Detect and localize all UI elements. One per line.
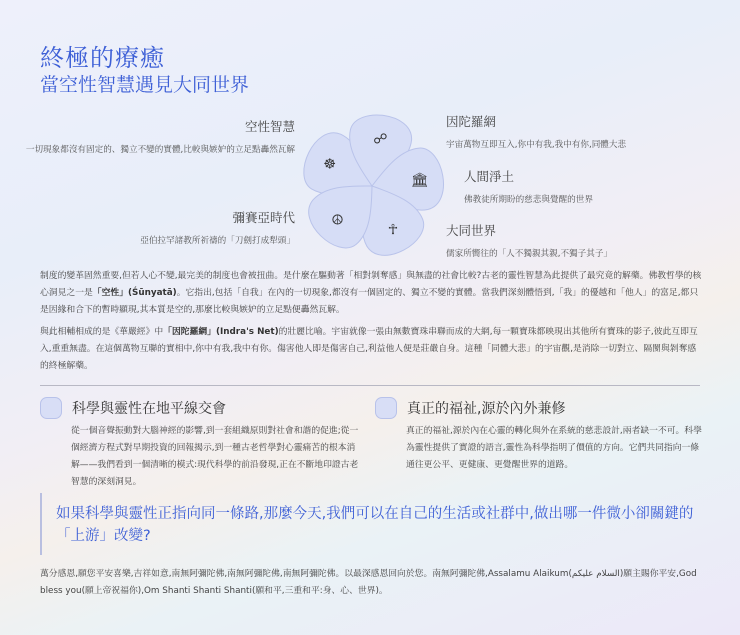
paragraph-indra-net: 與此相輔相成的是《華嚴經》中「因陀羅網」(Indra's Net)的壯麗比喻。宇宙就像一張由無數寶珠串聯而成的大網,每一顆寶珠都映現出其他所有寶珠的影子,彼此互即互入,重重無盡。在這個萬物互聯的實相中,你中有我,我中有你。傷害他人即是傷害自己,利益他人便是莊嚴自身。這種「同體大悲」的宇宙觀,是消除一切對立、隔閡與剝奪感的終極解藥。 (40, 327, 698, 371)
label-title: 人間淨土 (464, 169, 515, 184)
flower-diagram (292, 106, 452, 266)
card-title: 真正的福祉,源於內外兼修 (407, 401, 566, 417)
label-desc: 佛教徒所期盼的慈悲與覺醒的世界 (464, 195, 593, 205)
card-science-spirituality (40, 397, 360, 491)
label-title: 空性智慧 (244, 119, 295, 134)
card-body: 從一個音聲振動對大腦神經的影響,到一套組織原則對社會和諧的促進;從一個經濟方程式對早期投資的回報揭示,到一種古老哲學對心靈痛苦的根本消解——我們看到一個清晰的模式:現代科學的前沿發現,正在不斷地印證古老智慧的深刻洞見。 (71, 426, 359, 487)
card-icon (375, 397, 397, 419)
card-true-wellbeing (375, 397, 703, 474)
label-great-unity (446, 221, 706, 262)
label-desc: 宇宙萬物互即互入,你中有我,我中有你,同體大悲 (446, 140, 627, 150)
page-title: 終極的療癒 (40, 44, 165, 72)
label-pure-land (464, 167, 704, 208)
meditation-icon: ☸ (323, 156, 336, 173)
network-icon: ☍ (373, 131, 388, 148)
label-title: 大同世界 (446, 223, 497, 238)
label-indra-net (446, 112, 706, 153)
label-messianic-age (35, 208, 295, 249)
label-desc: 儒家所嚮往的「人不獨親其親,不獨子其子」 (446, 249, 613, 259)
card-body: 真正的福祉,源於內在心靈的轉化與外在系統的慈悲設計,兩者缺一不可。科學為靈性提供了實證的語言,靈性為科學指明了價值的方向。它們共同指向一條通往更公平、更健康、更覺醒世界的道路。 (406, 426, 702, 470)
label-desc: 一切現象都沒有固定的、獨立不變的實體,比較與嫉妒的立足點轟然瓦解 (25, 145, 295, 155)
page-subtitle: 當空性智慧遇見大同世界 (40, 74, 250, 96)
label-emptiness (25, 117, 295, 158)
card-title: 科學與靈性在地平線交會 (72, 401, 226, 417)
label-title: 因陀羅網 (446, 114, 497, 129)
divider (40, 385, 700, 386)
label-desc: 亞伯拉罕諸教所祈禱的「刀劍打成犁頭」 (140, 236, 295, 246)
paragraph-emptiness: 制度的變革固然重要,但若人心不變,最完美的制度也會被扭曲。是什麼在驅動著「相對剝奪感」與無盡的社會比較?古老的靈性智慧為此提供了最究竟的解藥。佛教哲學的核心洞見之一是「空性」(Śūnyatā)。它指出,包括「自我」在內的一切現象,都沒有一個固定的、獨立不變的實體。當我們深刻體悟到,「我」的優越和「他人」的富足,都只是因緣和合下的暫時顯現,其本質是空的,那麼比較與嫉妒的立足點便轟然瓦解。 (40, 271, 702, 315)
temple-icon: 🏛 (410, 172, 429, 189)
closing-blessing: 萬分感恩,願您平安喜樂,吉祥如意,南無阿彌陀佛,南無阿彌陀佛,南無阿彌陀佛。以最深感恩回向於您。南無阿彌陀佛,Assalamu Alaikum(السلام عليكم)願主賜你平安,God bless you(願上帝祝福你),Om Shanti Shanti Shanti(願和平,三重和平:身、心、世界)。 (40, 569, 697, 596)
peace-icon: ☮ (331, 212, 344, 229)
person-icon: ☥ (387, 222, 399, 239)
card-icon (40, 397, 62, 419)
label-title: 彌賽亞時代 (232, 210, 295, 225)
reflection-question: 如果科學與靈性正指向同一條路,那麼今天,我們可以在自己的生活或社群中,做出哪一件微小卻關鍵的「上游」改變? (40, 493, 700, 555)
